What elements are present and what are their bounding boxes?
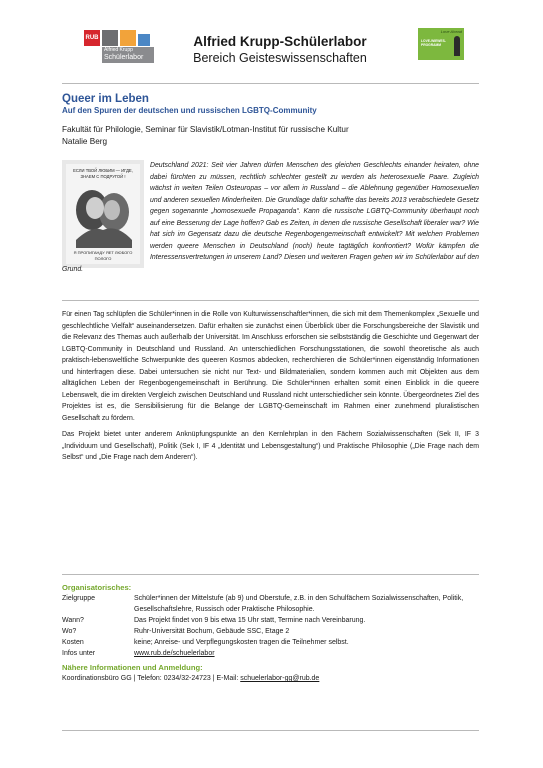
faculty-name: Fakultät für Philologie, Seminar für Slavistik/Lotman-Institut für russische Kultur xyxy=(62,125,349,134)
contact-line xyxy=(62,673,479,684)
logo-square-gray xyxy=(102,30,118,46)
org-key: Zielgruppe xyxy=(62,595,96,602)
org-key: Wann? xyxy=(62,617,84,624)
org-value: Schüler*innen der Mittelstufe (ab 9) und Oberstufe, z.B. in den Schulfächern Sozialwissenschaften, Politik, Gesellschaftslehre, Russisch oder Praktische Philosophie. xyxy=(134,595,464,613)
program-logo xyxy=(418,28,464,60)
contact-heading: Nähere Informationen und Anmeldung: xyxy=(62,663,203,672)
faculty-block xyxy=(62,124,349,148)
contact-text: Koordinationsbüro GG | Telefon: 0234/32-24723 | E-Mail: xyxy=(62,675,241,682)
body-paragraph-2: Das Projekt bietet unter anderem Anknüpfungspunkte an den Kernlehrplan in den Fächern Sozialwissenschaften (Sek II, IF 3 „Individuum und Gesellschaft), Politik (Sek I, IF 4 „Identität und Lebensgestaltung“) und Praktische Philosophie („Die Frage nach dem Selbst“ und „Die Frage nach dem Anderen“). xyxy=(62,431,479,461)
program-logo-line2: PROGRAMM xyxy=(421,43,441,48)
poster-caption-top-1: ЕСЛИ ТВОЙ ЛЮБИМ — ИГДЕ, xyxy=(73,168,133,173)
logo-square-blue xyxy=(138,34,150,46)
org-row xyxy=(62,648,479,659)
author-name: Natalie Berg xyxy=(62,137,108,146)
org-divider xyxy=(62,574,479,575)
organisation-section xyxy=(62,582,479,684)
program-logo-figure-icon xyxy=(454,36,460,56)
logo-caption-line1: Alfried Krupp xyxy=(104,47,133,53)
intro-divider xyxy=(62,300,479,301)
logo-square-orange xyxy=(120,30,136,46)
program-logo-text xyxy=(421,39,446,47)
org-key: Infos unter xyxy=(62,650,96,657)
header-title-line2: Bereich Geisteswissenschaften xyxy=(193,51,367,65)
intro-text-block xyxy=(62,160,479,275)
page-subtitle: Auf den Spuren der deutschen und russischen LGBTQ-Community xyxy=(62,106,317,115)
org-row xyxy=(62,626,479,637)
page-title: Queer im Leben xyxy=(62,93,149,105)
email-link[interactable]: schuelerlabor-gg@rub.de xyxy=(240,675,320,682)
org-value: Das Projekt findet von 9 bis etwa 15 Uhr statt, Termine nach Vereinbarung. xyxy=(134,617,366,624)
program-logo-script: Love Ahead xyxy=(440,29,462,34)
photo-spacer xyxy=(62,160,150,262)
intro-paragraph: Deutschland 2021: Seit vier Jahren dürfen Menschen des gleichen Geschlechts einander heiraten, ohne dabei fürchten zu müssen, rechtlich schlechter gestellt zu werden als heterosexuelle Paare. Zugleich wächst in weiten Teilen Osteuropas – vor allem in Russland – die Ablehnung gegenüber Homosexuellen und anderen sexuellen Minderheiten. Die Grundlage dafür schaffte das bereits 2013 verabschiedete Gesetz gegen sogenannte „homosexuelle Propaganda“. Kann die russische LGBTQ-Community überhaupt noch auf eine Besserung der Lage hoffen? Gab es Zeiten, in denen die russische Gesellschaft liberaler war? Wie hat sich im Gegensatz dazu die deutsche Regenbogengemeinschaft entwickelt? Mit welchen Problemen werden queere Menschen in Deutschland (noch) heute tagtäglich konfrontiert? Wofür kämpfen die Interessensvertretungen in unserem Land? Diesen und weiteren Fragen gehen wir im Schülerlabor auf den Grund. xyxy=(62,162,479,273)
body-paragraph-1: Für einen Tag schlüpfen die Schüler*innen in die Rolle von Kulturwissenschaftler*innen, die sich mit dem Themenkomplex „Sexuelle und geschlechtliche Vielfalt“ auseinandersetzen. Dafür erhalten sie zunächst einen Überblick über die Forschungsbereiche der Slavistik und die Relevanz des Themas auch außerhalb der Universität. Im Anschluss erforschen sie selbstständig die Geschichte und Gegenwart der LGBTQ-Community in Deutschland und Russland. An unterschiedlichen Forschungsstationen, die sowohl theoretische als auch praktisch-lebensweltliche Schwerpunkte des queeren Kosmos abdecken, recherchieren die Schüler*innen eigenständig Informationen und hinterfragen diese. Dabei untersuchen sie nicht nur Text- und Bildmaterialien, sondern kommen auch mit Objekten aus dem alltäglichen Leben der Regenbogengemeinschaft in Berührung. Die Schüler*innen erhalten somit einen Einblick in die queere Lebenswelt, die im direkten Vergleich zwischen Deutschland und Russland nicht unterschiedlicher sein könnte. Übergeordnetes Ziel des Projektes ist es, die Sensibilisierung für die Belange der LGBTQ-Gemeinschaft im Rahmen einer zunehmend pluralistischen Gesellschaft zu fördern. xyxy=(62,311,479,422)
footer-divider xyxy=(62,730,479,731)
header-divider xyxy=(62,83,479,84)
org-value: Ruhr-Universität Bochum, Gebäude SSC, Etage 2 xyxy=(134,628,290,635)
logo-square-red: RUB xyxy=(84,30,100,46)
org-row xyxy=(62,615,479,626)
logo-caption-line2: Schülerlabor xyxy=(104,54,144,61)
program-logo-line1: LOVE-WIEWES- xyxy=(421,39,446,43)
org-value: keine; Anreise- und Verpflegungskosten tragen die Teilnehmer selbst. xyxy=(134,639,349,646)
org-key: Kosten xyxy=(62,639,84,646)
org-row xyxy=(62,637,479,648)
poster-caption-bottom-2: ПОЛОГО xyxy=(94,256,112,261)
poster-caption-top-2: ЗНАЕМ С ПОДРУГОЙ ! xyxy=(80,174,126,179)
rub-schuelerlabor-logo xyxy=(84,30,154,64)
body-text xyxy=(62,309,479,469)
info-link[interactable]: www.rub.de/schuelerlabor xyxy=(134,650,215,657)
org-row xyxy=(62,593,479,615)
org-key: Wo? xyxy=(62,628,77,635)
header-title-line1: Alfried Krupp-Schülerlabor xyxy=(193,34,367,49)
poster-caption-bottom-1: Я ПРОПИГАНДУ ЯЕТ ЛЮБОГО xyxy=(73,250,133,255)
logo-caption xyxy=(102,47,154,63)
header-title xyxy=(190,33,370,66)
organisation-heading: Organisatorisches: xyxy=(62,583,132,592)
